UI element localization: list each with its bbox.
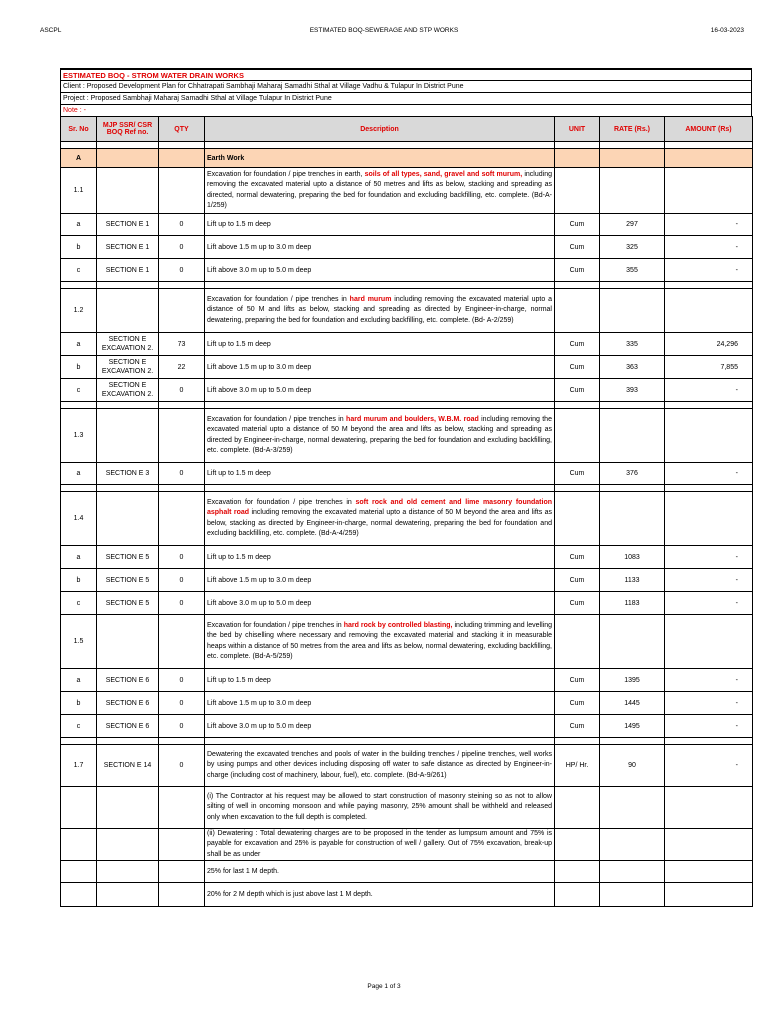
row-sr: b [61,692,97,715]
row-qty: 0 [159,214,205,236]
row-rate: 1083 [600,546,665,569]
table-row [61,333,753,356]
item-sr: 1.7 [61,745,97,787]
note-row [61,883,753,907]
row-unit: Cum [555,715,600,738]
row-rate: 363 [600,356,665,379]
item-row [61,615,753,669]
item-row [61,168,753,214]
row-qty: 0 [159,379,205,402]
row-description: Lift above 3.0 m up to 5.0 m deep [205,592,555,615]
item-sr: 1.4 [61,492,97,546]
row-rate: 335 [600,333,665,356]
item-unit: HP/ Hr. [555,745,600,787]
spacer-row [61,282,753,289]
row-sr: a [61,214,97,236]
row-ref: SECTION E 1 [97,259,159,282]
item-description: Dewatering the excavated trenches and pools of water in the building trenches / pipeline trenches, well works by using pumps and other devices including disposing off water to safe distance as directed by Engineer-in-charge (including cost of machinery, labour, fuel), etc. complete. (Bd-A-9/261) [205,745,555,787]
row-unit: Cum [555,214,600,236]
table-row [61,715,753,738]
item-rate: 90 [600,745,665,787]
sheet-title: ESTIMATED BOQ - STROM WATER DRAIN WORKS [60,68,752,80]
row-ref: SECTION E 1 [97,214,159,236]
row-description: Lift above 3.0 m up to 5.0 m deep [205,379,555,402]
row-amount: - [665,259,753,282]
note-row [61,861,753,883]
row-qty: 0 [159,236,205,259]
table-row [61,692,753,715]
row-qty: 0 [159,259,205,282]
row-qty: 0 [159,592,205,615]
row-sr: a [61,546,97,569]
row-ref: SECTION E 5 [97,592,159,615]
row-unit: Cum [555,592,600,615]
table-header-row [61,117,753,142]
item-description: Excavation for foundation / pipe trenches in soft rock and old cement and lime masonry foundation asphalt road including removing the excavated material upto a distance of 50 M beyond the area and lifts as below, stacking as directed by Engineer-in-charge, normal dewatering, preparing the bed for foundation and excluding backfilling, etc. complete. (Bd-A-4/259) [205,492,555,546]
row-qty: 0 [159,715,205,738]
row-description: Lift up to 1.5 m deep [205,333,555,356]
row-unit: Cum [555,692,600,715]
row-rate: 325 [600,236,665,259]
row-rate: 1495 [600,715,665,738]
row-amount: - [665,569,753,592]
row-amount: - [665,669,753,692]
row-sr: b [61,569,97,592]
row-unit: Cum [555,463,600,485]
row-ref: SECTION E 6 [97,692,159,715]
row-sr: c [61,715,97,738]
row-sr: a [61,333,97,356]
table-row [61,592,753,615]
item-sr: 1.2 [61,289,97,333]
spacer-row [61,485,753,492]
note-row [61,787,753,829]
row-unit: Cum [555,333,600,356]
row-sr: a [61,463,97,485]
row-qty: 0 [159,569,205,592]
row-ref: SECTION E 6 [97,715,159,738]
row-amount: 7,855 [665,356,753,379]
header-date: 16-03-2023 [710,27,744,34]
row-unit: Cum [555,546,600,569]
table-row [61,259,753,282]
row-unit: Cum [555,259,600,282]
row-description: Lift up to 1.5 m deep [205,463,555,485]
row-amount: - [665,214,753,236]
row-ref: SECTION E 6 [97,669,159,692]
project-line: Project : Proposed Sambhaji Maharaj Samadhi Sthal at Village Tulapur In District Pune [60,92,752,104]
item-amount: - [665,745,753,787]
row-description: Lift above 3.0 m up to 5.0 m deep [205,259,555,282]
table-row [61,236,753,259]
table-row [61,356,753,379]
row-amount: - [665,236,753,259]
col-rate: RATE (Rs.) [600,117,665,142]
spacer-row [61,402,753,409]
item-description: Excavation for foundation / pipe trenches in hard murum including removing the excavated material upto a distance of 50 M and lifts as below, stacking and spreading as directed by Engineer-in-charge, normal dewatering, preparing the bed for foundation and excluding backfilling, etc. complete. (Bd- A-2/259) [205,289,555,333]
row-amount: - [665,546,753,569]
client-line: Client : Proposed Development Plan for Chhatrapati Sambhaji Maharaj Samadhi Sthal at Village Vadhu & Tulapur In District Pune [60,80,752,92]
row-unit: Cum [555,669,600,692]
item-qty: 0 [159,745,205,787]
item-sr: 1.3 [61,409,97,463]
row-description: Lift up to 1.5 m deep [205,546,555,569]
row-amount: - [665,379,753,402]
col-description: Description [205,117,555,142]
row-ref: SECTION E 3 [97,463,159,485]
col-unit: UNIT [555,117,600,142]
table-row [61,546,753,569]
row-amount: - [665,715,753,738]
row-rate: 1133 [600,569,665,592]
row-sr: b [61,236,97,259]
col-sr: Sr. No [61,117,97,142]
boq-table [60,116,753,907]
note-line: Note : - [60,104,752,116]
row-amount: - [665,692,753,715]
header-document-title: ESTIMATED BOQ-SEWERAGE AND STP WORKS [309,27,459,34]
col-ref: MJP SSR/ CSR BOQ Ref no. [97,117,159,142]
note-text: (ii) Dewatering : Total dewatering charges are to be proposed in the tender as lumpsum amount and 75% is payable for excavation and 25% is payable for construction of well / gallery. Out of 75% excavation, break-up shall be as under [205,829,555,861]
row-description: Lift above 1.5 m up to 3.0 m deep [205,356,555,379]
row-amount: - [665,592,753,615]
row-ref: SECTION E 5 [97,569,159,592]
row-sr: c [61,379,97,402]
row-description: Lift above 1.5 m up to 3.0 m deep [205,236,555,259]
row-ref: SECTION E 5 [97,546,159,569]
note-text: 20% for 2 M depth which is just above last 1 M depth. [205,883,555,907]
spacer-row [61,142,753,149]
row-rate: 1395 [600,669,665,692]
row-unit: Cum [555,236,600,259]
spacer-row [61,738,753,745]
note-row [61,829,753,861]
note-text: (i) The Contractor at his request may be allowed to start construction of masonry steining so as not to allow silting of well in oncoming monsoon and while paying masonry, 25% amount shall be withheld and released only when excavation to the full depth is completed. [205,787,555,829]
row-sr: c [61,592,97,615]
header-company: ASCPL [40,27,62,34]
row-unit: Cum [555,356,600,379]
item-sr: 1.5 [61,615,97,669]
row-ref: SECTION E EXCAVATION 2. [97,333,159,356]
boq-sheet [60,68,752,907]
col-qty: QTY [159,117,205,142]
row-qty: 0 [159,692,205,715]
page-number: Page 1 of 3 [367,983,401,990]
row-ref: SECTION E EXCAVATION 2. [97,356,159,379]
section-sr: A [61,149,97,168]
section-row [61,149,753,168]
row-amount: 24,296 [665,333,753,356]
row-rate: 1445 [600,692,665,715]
row-description: Lift above 1.5 m up to 3.0 m deep [205,569,555,592]
row-ref: SECTION E EXCAVATION 2. [97,379,159,402]
row-qty: 0 [159,463,205,485]
row-description: Lift up to 1.5 m deep [205,214,555,236]
row-qty: 22 [159,356,205,379]
row-rate: 355 [600,259,665,282]
row-sr: b [61,356,97,379]
item-row [61,409,753,463]
item-ref: SECTION E 14 [97,745,159,787]
item-description: Excavation for foundation / pipe trenches in earth, soils of all types, sand, gravel and soft murum, including removing the excavated material upto a distance of 50 metres and lifts as below, stacking and spreading as directed, normal dewatering, preparing the bed for foundation and excluding backfilling, etc. complete. (Bd-A-1/259) [205,168,555,214]
table-row [61,463,753,485]
table-row [61,214,753,236]
section-title: Earth Work [205,149,555,168]
row-rate: 393 [600,379,665,402]
item-row [61,492,753,546]
item-row [61,745,753,787]
item-description: Excavation for foundation / pipe trenches in hard rock by controlled blasting, including trimming and levelling the bed by chiselling where necessary and removing the excavated material and stacking it in measurable heaps within a distance of 50 metres from the area and lifts as below, normal dewatering, excluding backfilling, etc. complete. (Bd-A-5/259) [205,615,555,669]
item-row [61,289,753,333]
row-description: Lift up to 1.5 m deep [205,669,555,692]
table-row [61,669,753,692]
table-row [61,379,753,402]
row-qty: 0 [159,546,205,569]
row-description: Lift above 3.0 m up to 5.0 m deep [205,715,555,738]
row-amount: - [665,463,753,485]
row-qty: 73 [159,333,205,356]
row-unit: Cum [555,569,600,592]
note-text: 25% for last 1 M depth. [205,861,555,883]
row-qty: 0 [159,669,205,692]
row-description: Lift above 1.5 m up to 3.0 m deep [205,692,555,715]
row-rate: 297 [600,214,665,236]
row-rate: 376 [600,463,665,485]
row-sr: a [61,669,97,692]
row-unit: Cum [555,379,600,402]
item-description: Excavation for foundation / pipe trenches in hard murum and boulders, W.B.M. road including removing the excavated material upto a distance of 50 M beyond the area and lifts as below, stacking and spreading as directed by Engineer-in-charge, normal dewatering, preparing the bed for foundation and excluding backfilling, etc. complete. (Bd-A-3/259) [205,409,555,463]
col-amount: AMOUNT (Rs) [665,117,753,142]
table-row [61,569,753,592]
item-sr: 1.1 [61,168,97,214]
row-ref: SECTION E 1 [97,236,159,259]
row-rate: 1183 [600,592,665,615]
row-sr: c [61,259,97,282]
